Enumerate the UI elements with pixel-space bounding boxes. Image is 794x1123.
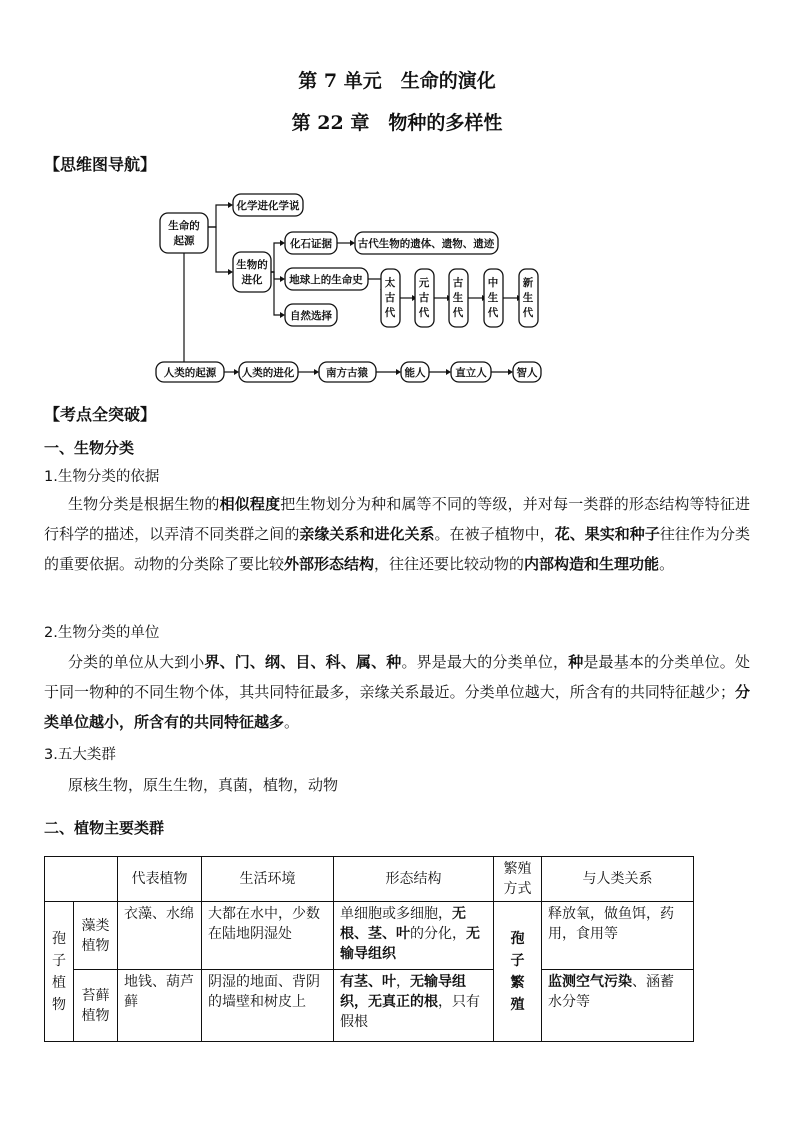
svg-text:代: 代 (384, 307, 396, 319)
environment-cell: 阴湿的地面、背阴的墙壁和树皮上 (202, 970, 334, 1042)
svg-text:能人: 能人 (404, 367, 426, 379)
node-homo-erectus (451, 362, 491, 382)
node-era-archean (381, 269, 400, 327)
group-cell (45, 902, 74, 1042)
table-header-row (45, 857, 694, 902)
node-bio-evolution (233, 252, 271, 292)
svg-text:古: 古 (384, 292, 396, 304)
table-header-cell: 与人类关系 (542, 857, 694, 902)
svg-text:智人: 智人 (516, 367, 538, 379)
table-row (45, 902, 694, 970)
reproduction-cell (494, 902, 542, 1042)
table-header-cell: 生活环境 (202, 857, 334, 902)
paragraph-five-groups: 原核生物，原生生物，真菌，植物，动物 (68, 776, 339, 794)
svg-text:直立人: 直立人 (455, 367, 487, 379)
relation-cell: 监测空气污染、涵蓄水分等 (542, 970, 694, 1042)
table-header-cell: 形态结构 (334, 857, 494, 902)
plant-groups-table (44, 856, 694, 1042)
representative-cell: 地钱、葫芦藓 (118, 970, 202, 1042)
svg-text:太: 太 (384, 277, 396, 289)
svg-text:生: 生 (522, 292, 534, 304)
svg-text:化学进化学说: 化学进化学说 (236, 200, 300, 212)
node-chem-evolution (233, 194, 303, 216)
svg-text:南方古猿: 南方古猿 (326, 367, 368, 379)
svg-text:化石证据: 化石证据 (290, 238, 332, 250)
svg-text:古: 古 (418, 292, 430, 304)
edge-evo-history (271, 272, 280, 279)
node-era-mesozoic (484, 269, 503, 327)
group-label: 孢子植物 (52, 930, 66, 1013)
table-row (45, 970, 694, 1042)
reproduction-label: 孢子繁殖 (510, 930, 525, 1013)
node-era-cenozoic (519, 269, 538, 327)
node-human-evolution (239, 362, 298, 382)
svg-text:生物的: 生物的 (236, 259, 268, 271)
svg-text:代: 代 (452, 307, 464, 319)
svg-text:人类的起源: 人类的起源 (163, 367, 217, 379)
chapter-title: 第 22 章 物种的多样性 (291, 112, 503, 134)
svg-text:元: 元 (418, 277, 430, 289)
paragraph-classification-units: 分类的单位从大到小界、门、纲、目、科、属、种。界是最大的分类单位，种是最基本的分类单位。处于同一物种的不同生物个体，其共同特征最多，亲缘关系最近。分类单位越大，所含有的共同特征越少；分类单位越小，所含有的共同特征越多。 (44, 653, 750, 731)
representative-cell: 衣藻、水绵 (118, 902, 202, 970)
node-era-proterozoic (415, 269, 434, 327)
svg-text:古代生物的遗体、遗物、遗迹: 古代生物的遗体、遗物、遗迹 (357, 238, 495, 250)
breakthrough-heading: 【考点全突破】 (44, 405, 157, 424)
svg-text:新: 新 (522, 277, 534, 289)
svg-text:古: 古 (452, 277, 464, 289)
node-fossil-evidence (285, 232, 337, 254)
edge-origin-chem (208, 205, 228, 227)
edge-evo-fossil (271, 243, 280, 272)
relation-cell: 释放氧，做鱼饵，药用，食用等 (542, 902, 694, 970)
svg-text:代: 代 (418, 307, 430, 319)
node-homo-habilis (401, 362, 429, 382)
unit-title: 第 7 单元 生命的演化 (298, 70, 496, 92)
svg-text:代: 代 (487, 307, 499, 319)
svg-text:中: 中 (487, 277, 499, 289)
concept-map (150, 185, 550, 390)
section-2-title: 二、植物主要类群 (44, 819, 165, 837)
table-header-empty (45, 857, 118, 902)
subsection-1-1: 1.生物分类的依据 (44, 469, 160, 485)
svg-text:地球上的生命史: 地球上的生命史 (289, 274, 363, 286)
svg-text:自然选择: 自然选择 (290, 310, 332, 322)
subsection-1-3: 3.五大类群 (44, 747, 116, 763)
environment-cell: 大都在水中，少数在陆地阴湿处 (202, 902, 334, 970)
section-1-title: 一、生物分类 (44, 439, 135, 457)
node-homo-sapiens (513, 362, 541, 382)
node-life-history (285, 268, 368, 290)
svg-text:人类的进化: 人类的进化 (241, 367, 295, 379)
paragraph-classification-basis: 生物分类是根据生物的相似程度把生物划分为种和属等不同的等级，并对每一类群的形态结构等特征进行科学的描述，以弄清不同类群之间的亲缘关系和进化关系。在被子植物中，花、果实和种子往往作为分类的重要依据。动物的分类除了要比较外部形态结构，往往还要比较动物的内部构造和生理功能。 (44, 495, 750, 573)
node-human-origin (156, 362, 224, 382)
svg-text:代: 代 (522, 307, 534, 319)
edge-origin-evo (208, 227, 228, 272)
structure-cell: 有茎、叶，无输导组织，无真正的根，只有假根 (334, 970, 494, 1042)
mindmap-heading: 【思维图导航】 (44, 155, 157, 174)
svg-text:生: 生 (452, 292, 464, 304)
table-header-cell: 代表植物 (118, 857, 202, 902)
structure-cell: 单细胞或多细胞，无根、茎、叶的分化，无输导组织 (334, 902, 494, 970)
node-era-paleozoic (449, 269, 468, 327)
svg-text:生: 生 (487, 292, 499, 304)
svg-text:生命的: 生命的 (168, 220, 200, 232)
svg-text:进化: 进化 (241, 274, 263, 286)
type-cell: 苔藓植物 (74, 970, 118, 1042)
node-australopithecus (319, 362, 376, 382)
svg-text:起源: 起源 (173, 235, 195, 247)
table-header-cell: 繁殖方式 (494, 857, 542, 902)
node-ancient-remains (355, 232, 498, 254)
subsection-1-2: 2.生物分类的单位 (44, 625, 160, 641)
node-natural-selection (285, 304, 337, 326)
node-origin (160, 213, 208, 253)
type-cell: 藻类植物 (74, 902, 118, 970)
